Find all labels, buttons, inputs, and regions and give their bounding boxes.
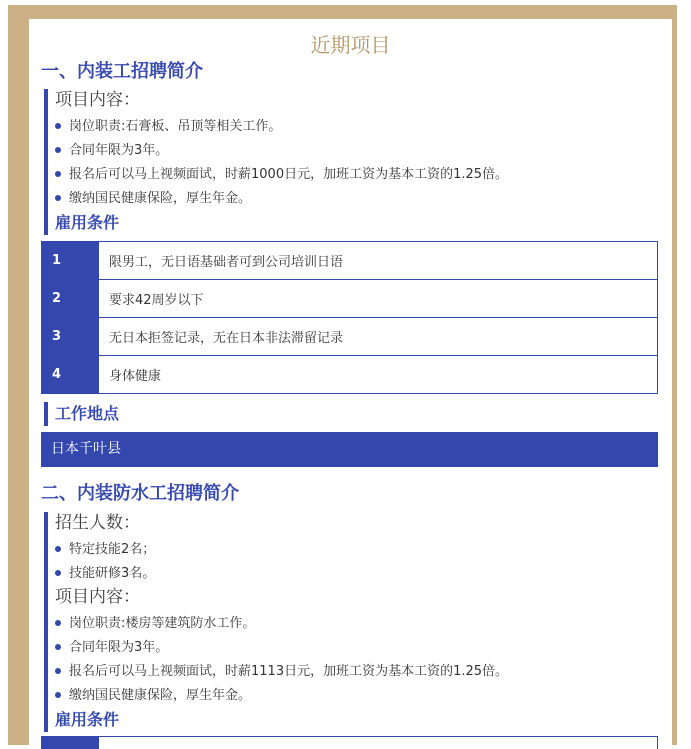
bullet-dot-icon bbox=[55, 171, 61, 177]
condition-text: 无日本拒签记录，无在日本非法滞留记录 bbox=[99, 318, 658, 356]
list-item: 合同年限为3年。 bbox=[55, 139, 508, 163]
condition-number: 2 bbox=[42, 280, 99, 318]
section1-content-heading: 项目内容： bbox=[55, 89, 508, 115]
table-row bbox=[42, 280, 658, 318]
condition-text: 限男工，无日语基础者可到公司培训日语 bbox=[99, 242, 658, 280]
bullet-dot-icon bbox=[55, 668, 61, 674]
table-row bbox=[42, 318, 658, 356]
bullet-dot-icon bbox=[55, 195, 61, 201]
condition-text: 要求42周岁以下 bbox=[99, 280, 658, 318]
section1-location-heading: 工作地点 bbox=[44, 402, 119, 426]
section2-recruit-heading: 招生人数： bbox=[55, 512, 508, 538]
condition-text: 身体健康 bbox=[99, 356, 658, 394]
table-row bbox=[42, 356, 658, 394]
bullet-dot-icon bbox=[55, 546, 61, 552]
condition-number: 1 bbox=[42, 242, 99, 280]
section2-content-heading: 项目内容： bbox=[55, 586, 508, 612]
section2-content-block bbox=[44, 512, 508, 732]
table-row bbox=[42, 737, 658, 749]
list-item: 岗位职责:楼房等建筑防水工作。 bbox=[55, 612, 508, 636]
list-item: 岗位职责:石膏板、吊顶等相关工作。 bbox=[55, 115, 508, 139]
section1-location-value: 日本千叶县 bbox=[41, 432, 658, 467]
list-item: 特定技能2名； bbox=[55, 538, 508, 562]
section1-title: 一、内装工招聘简介 bbox=[41, 57, 203, 83]
list-item: 缴纳国民健康保险，厚生年金。 bbox=[55, 684, 508, 708]
table-row bbox=[42, 242, 658, 280]
list-item: 报名后可以马上视频面试，时薪1000日元，加班工资为基本工资的1.25倍。 bbox=[55, 163, 508, 187]
bullet-dot-icon bbox=[55, 644, 61, 650]
condition-number: 3 bbox=[42, 318, 99, 356]
list-item: 合同年限为3年。 bbox=[55, 636, 508, 660]
condition-number: 4 bbox=[42, 356, 99, 394]
list-item: 技能研修3名。 bbox=[55, 562, 508, 586]
section1-conditions-heading: 雇用条件 bbox=[55, 211, 508, 235]
section2-conditions-table bbox=[41, 736, 658, 749]
page-title: 近期项目 bbox=[29, 29, 672, 58]
bullet-dot-icon bbox=[55, 570, 61, 576]
section1-content-block bbox=[44, 89, 508, 235]
page-frame bbox=[8, 5, 677, 745]
bullet-dot-icon bbox=[55, 147, 61, 153]
section2-conditions-heading: 雇用条件 bbox=[55, 708, 508, 732]
content-panel bbox=[29, 19, 672, 749]
section1-conditions-table bbox=[41, 241, 658, 394]
bullet-dot-icon bbox=[55, 123, 61, 129]
list-item: 报名后可以马上视频面试，时薪1113日元，加班工资为基本工资的1.25倍。 bbox=[55, 660, 508, 684]
bullet-dot-icon bbox=[55, 620, 61, 626]
bullet-dot-icon bbox=[55, 692, 61, 698]
section2-title: 二、内装防水工招聘简介 bbox=[41, 479, 239, 505]
list-item: 缴纳国民健康保险，厚生年金。 bbox=[55, 187, 508, 211]
